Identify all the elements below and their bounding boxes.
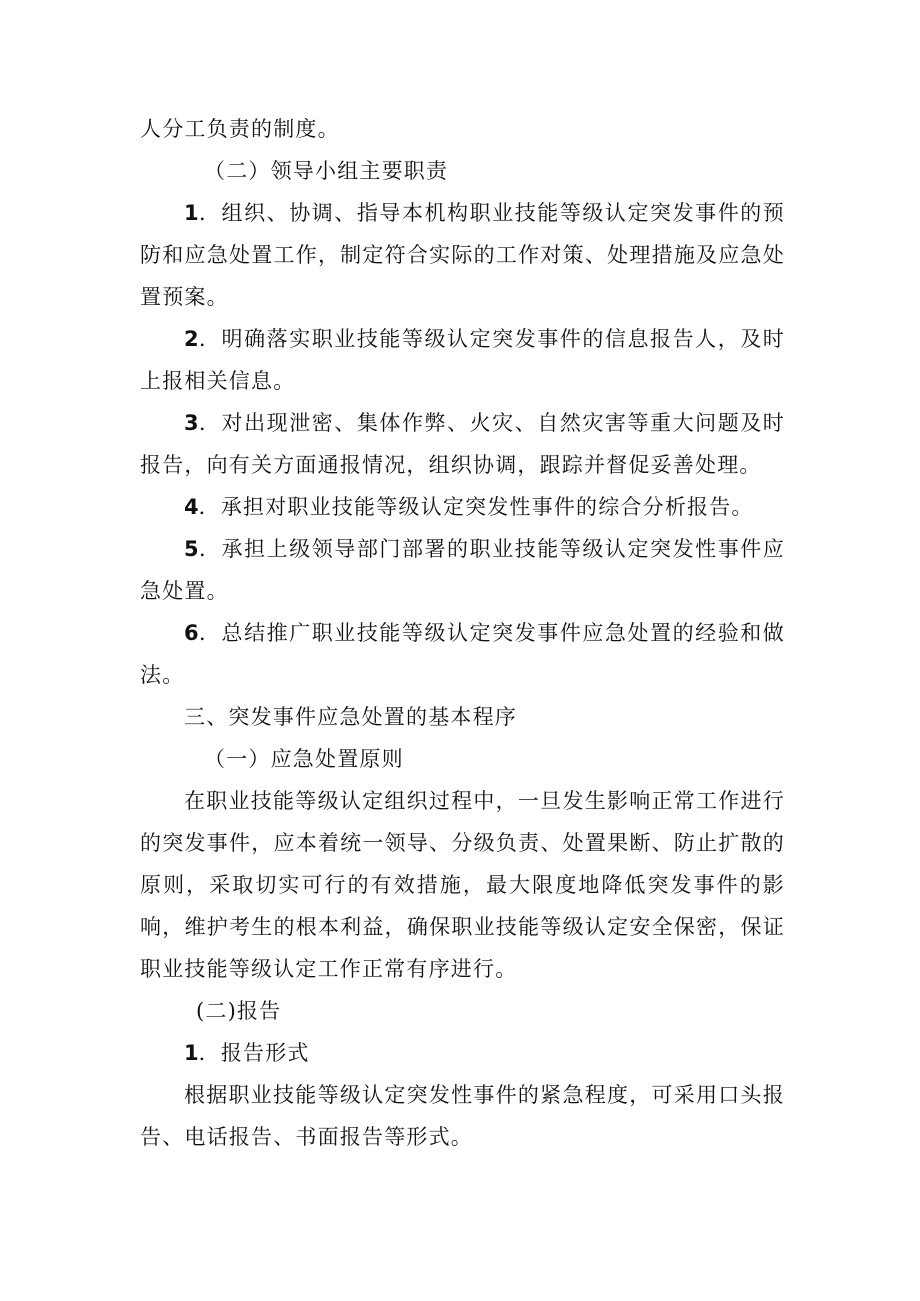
heading-text: （二）领导小组主要职责 (204, 159, 449, 183)
item-text: ．对出现泄密、集体作弊、火灾、自然灾害等重大问题及时报告，向有关方面通报情况，组织协调，跟踪并督促妥善处理。 (140, 411, 785, 477)
paragraph (140, 1074, 785, 1158)
heading-text: 三、突发事件应急处置的基本程序 (184, 705, 517, 729)
list-item (140, 402, 785, 486)
item-text: ．总结推广职业技能等级认定突发事件应急处置的经验和做法。 (140, 621, 785, 687)
heading-text: （一）应急处置原则 (204, 747, 404, 771)
paragraph (140, 780, 785, 990)
list-item (140, 528, 785, 612)
list-item (140, 318, 785, 402)
paragraph-text: 根据职业技能等级认定突发性事件的紧急程度，可采用口头报告、电话报告、书面报告等形式。 (140, 1083, 785, 1149)
item-number: 1 (184, 201, 199, 225)
item-text: ．明确落实职业技能等级认定突发事件的信息报告人，及时上报相关信息。 (140, 327, 785, 393)
list-item (140, 612, 785, 696)
paragraph-text: 人分工负责的制度。 (140, 117, 340, 141)
subsection-heading (140, 150, 785, 192)
item-number: 1 (184, 1041, 199, 1065)
item-number: 6 (184, 621, 199, 645)
subsection-heading (140, 990, 785, 1032)
item-number: 2 (184, 327, 199, 351)
heading-text: (二)报告 (196, 999, 282, 1023)
paragraph-text: 在职业技能等级认定组织过程中，一旦发生影响正常工作进行的突发事件，应本着统一领导、分级负责、处置果断、防止扩散的原则，采取切实可行的有效措施，最大限度地降低突发事件的影响，维护考生的根本利益，确保职业技能等级认定安全保密，保证职业技能等级认定工作正常有序进行。 (140, 789, 785, 981)
item-text: ．承担对职业技能等级认定突发性事件的综合分析报告。 (198, 495, 754, 519)
list-item (140, 486, 785, 528)
paragraph (140, 108, 785, 150)
document-body (140, 108, 785, 1158)
list-item (140, 1032, 785, 1074)
list-item (140, 192, 785, 318)
item-text: ．组织、协调、指导本机构职业技能等级认定突发事件的预防和应急处置工作，制定符合实际的工作对策、处理措施及应急处置预案。 (140, 201, 785, 309)
section-heading (140, 696, 785, 738)
item-number: 5 (184, 537, 199, 561)
item-number: 3 (184, 411, 199, 435)
item-text: ．承担上级领导部门部署的职业技能等级认定突发性事件应急处置。 (140, 537, 785, 603)
item-number: 4 (184, 495, 199, 519)
item-text: ．报告形式 (198, 1041, 310, 1065)
subsection-heading (140, 738, 785, 780)
